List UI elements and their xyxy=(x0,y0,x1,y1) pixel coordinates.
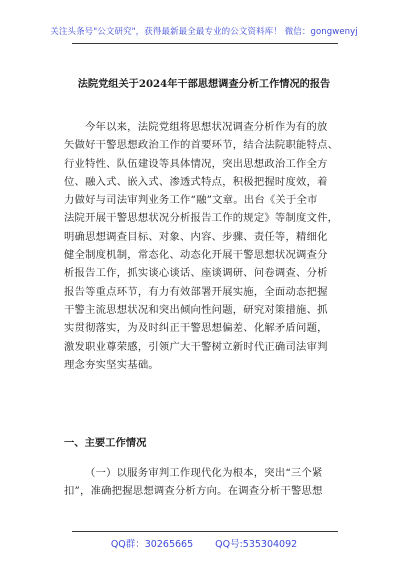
header-promo-note: 关注头条号"公文研究"，获得最新最全最专业的公文资料库！ 微信：gongwenyj xyxy=(50,27,358,37)
paragraph-line: 今年以来，法院党组将思想状况调查分析作为有的放 xyxy=(85,121,328,133)
paragraph-line: 析报告工作，抓实谈心谈话、座谈调研、问卷调查、分析 xyxy=(64,267,328,280)
footer-contacts xyxy=(0,536,408,550)
paragraph-line: 力做好与司法审判业务工作“融”文章。出台《关于全市 xyxy=(64,194,318,207)
paragraph-section1 xyxy=(64,464,345,501)
paragraph-line: 激发职业尊荣感，引领广大干警树立新时代正确司法审判 xyxy=(64,340,328,353)
footer-qq-group: QQ群：30265665 xyxy=(110,539,194,550)
paragraph-line: （一）以服务审判工作现代化为根本，突出“三个紧 xyxy=(85,467,323,479)
paragraph-line: 报告等重点环节，有力有效部署开展实施，全面动态把握 xyxy=(64,285,328,298)
paragraph-line: 矢做好干警思想政治工作的首要环节，结合法院职能特点、 xyxy=(64,139,339,152)
paragraph-line: 理念夯实坚实基础。 xyxy=(64,358,159,371)
paragraph-line: 干警主流思想状况和突出倾向性问题，研究对策措施、抓 xyxy=(64,303,328,316)
paragraph-line: 实贯彻落实，为及时纠正干警思想偏差、化解矛盾问题， xyxy=(64,322,328,335)
paragraph-line: 健全制度机制，常态化、动态化开展干警思想状况调查分 xyxy=(64,249,328,262)
paragraph-line: 明确思想调查目标、对象、内容、步骤、责任等，精细化 xyxy=(64,230,328,243)
paragraph-line: 行业特性、队伍建设等具体情况，突出思想政治工作全方 xyxy=(64,157,328,170)
paragraph-line: 扣”，准确把握思想调查分析方向。在调查分析干警思想 xyxy=(64,485,323,498)
paragraph-intro xyxy=(64,118,345,374)
paragraph-line: 位、融入式、嵌入式、渗透式特点，积极把握时度效，着 xyxy=(64,175,328,188)
document-title: 法院党组关于2024年干部思想调查分析工作情况的报告 xyxy=(77,78,331,90)
section-heading-main-work: 一、主要工作情况 xyxy=(64,437,147,449)
header-divider xyxy=(72,43,338,44)
footer-qq-number: QQ号:535304092 xyxy=(215,539,298,550)
footer-divider xyxy=(72,531,338,532)
paragraph-line: 法院开展干警思想状况分析报告工作的规定》等制度文件， xyxy=(64,212,339,225)
